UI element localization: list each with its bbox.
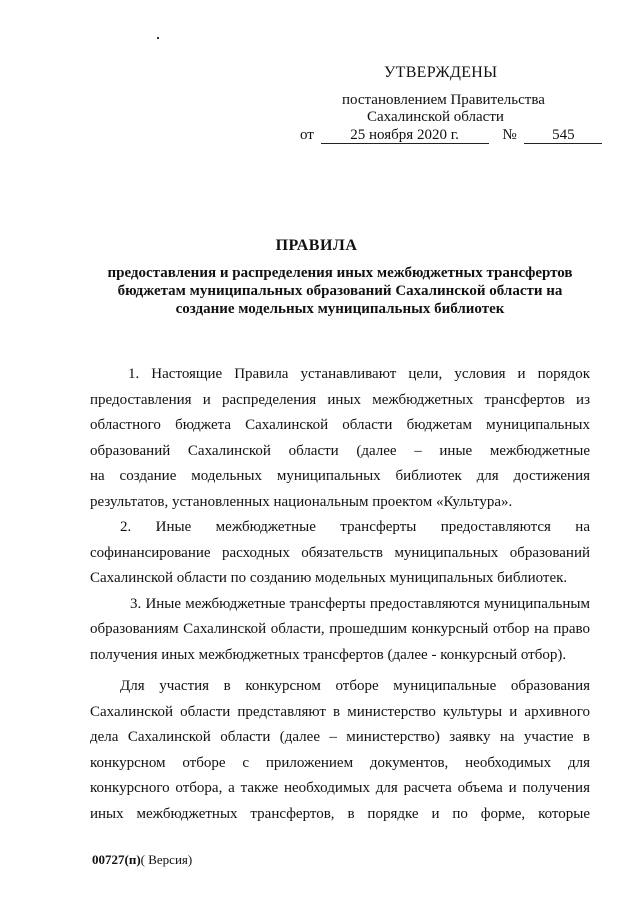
text-line: дела Сахалинской области (далее – министерство) заявку на участие в — [90, 729, 590, 745]
subtitle-line: бюджетам муниципальных образований Сахалинской области на — [117, 283, 563, 299]
approval-heading: УТВЕРЖДЕНЫ — [384, 64, 498, 81]
approval-date: 25 ноября 2020 г. — [321, 127, 489, 144]
text-line: получения иных межбюджетных трансфертов (далее - конкурсный отбор). — [90, 646, 567, 663]
paragraph-3 — [90, 592, 590, 669]
approval-number: 545 — [524, 127, 602, 144]
text-line: Сахалинской области по созданию модельных муниципальных библиотек. — [90, 570, 568, 586]
document-title: ПРАВИЛА — [275, 237, 358, 254]
text-line: результатов, установленных национальным проектом «Культура». — [90, 493, 513, 510]
scan-speck — [157, 37, 159, 39]
approval-line-1: постановлением Правительства — [342, 92, 545, 108]
document-footer — [92, 852, 192, 868]
subtitle-line: создание модельных муниципальных библиотек — [175, 301, 505, 317]
text-line: образований Сахалинской области (далее – иные межбюджетные — [90, 442, 590, 459]
document-subtitle — [90, 264, 590, 318]
text-line: 1. Настоящие Правила устанавливают цели, условия и порядок — [128, 366, 590, 382]
text-line: образованиям Сахалинской области, прошедшим конкурсный отбор на право — [90, 621, 590, 637]
text-line: 3. Иные межбюджетные трансферты предоставляются муниципальным — [130, 595, 590, 612]
approval-line-2: Сахалинской области — [367, 109, 504, 125]
text-line: областного бюджета Сахалинской области бюджетам муниципальных — [90, 417, 590, 433]
document-code: 00727(п) — [92, 852, 141, 867]
document-body — [90, 362, 590, 827]
text-line: предоставления и распределения иных межбюджетных трансфертов из — [90, 391, 590, 408]
text-line: 2. Иные межбюджетные трансферты предоставляются на — [120, 519, 590, 535]
number-sign: № — [502, 127, 517, 143]
subtitle-line: предоставления и распределения иных межбюджетных трансфертов — [107, 265, 573, 281]
text-line: конкурсном отборе с приложением документов, необходимых для — [90, 754, 590, 771]
text-line: иных межбюджетных трансфертов, в порядке и по форме, которые — [90, 805, 590, 822]
text-line: Для участия в конкурсном отборе муниципальные образования — [120, 678, 590, 694]
approval-date-line — [300, 127, 602, 144]
date-prefix: от — [300, 127, 314, 143]
paragraph-2 — [90, 515, 590, 592]
text-line: на создание модельных муниципальных библиотек для достижения — [90, 468, 590, 484]
text-line: Сахалинской области представляют в министерство культуры и архивного — [90, 703, 590, 720]
text-line: конкурсного отбора, а также необходимых для расчета объема и получения — [90, 780, 590, 796]
paragraph-4 — [90, 674, 590, 827]
paragraph-1 — [90, 362, 590, 515]
text-line: софинансирование расходных обязательств муниципальных образований — [90, 544, 590, 561]
document-version: ( Версия) — [140, 852, 193, 867]
